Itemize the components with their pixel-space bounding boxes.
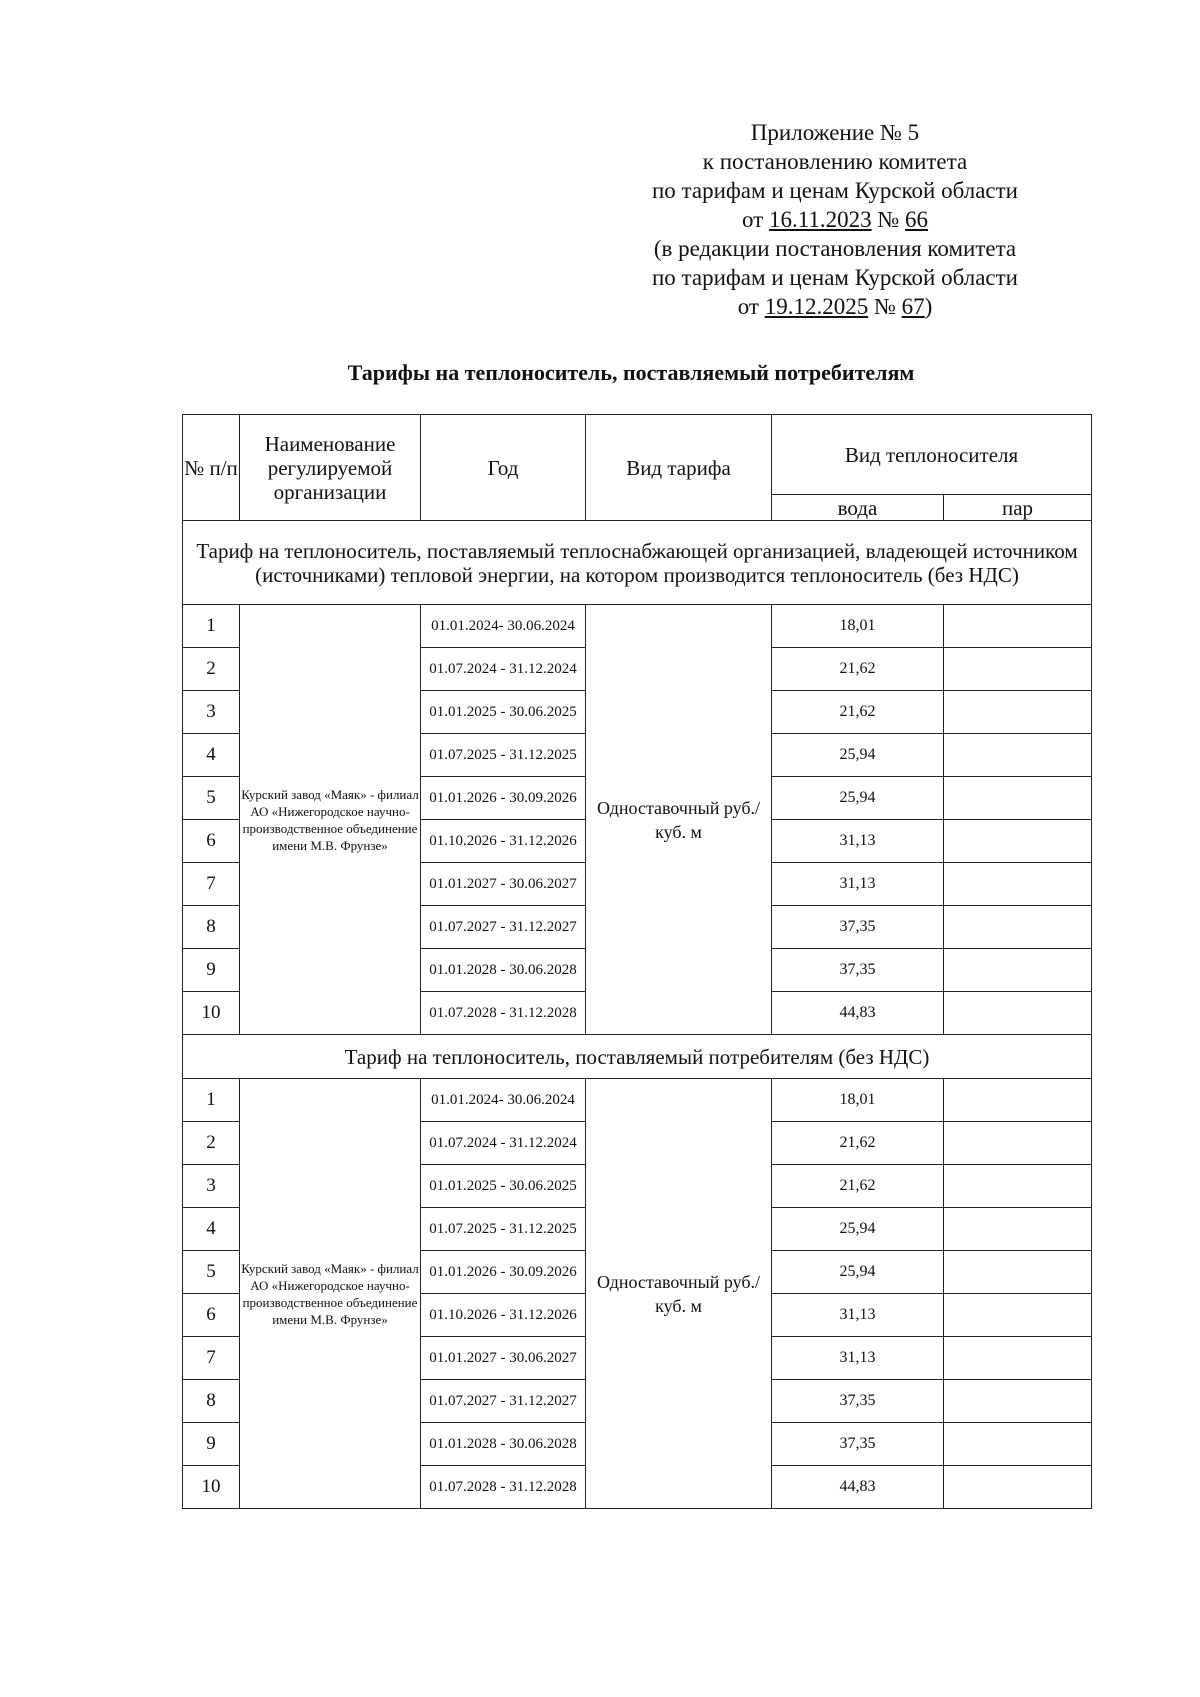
appendix-ref-line: (в редакции постановления комитета [653, 236, 1017, 261]
closing-paren: ) [924, 294, 933, 319]
steam-tariff [944, 1079, 1092, 1122]
steam-tariff [944, 1337, 1092, 1380]
water-tariff: 21,62 [772, 1122, 944, 1165]
steam-tariff [944, 1294, 1092, 1337]
water-tariff: 31,13 [772, 863, 944, 906]
steam-tariff [944, 1208, 1092, 1251]
water-tariff: 37,35 [772, 1380, 944, 1423]
water-tariff: 25,94 [772, 1251, 944, 1294]
row-number: 4 [183, 734, 240, 777]
date-prefix: от [741, 207, 769, 232]
steam-tariff [944, 863, 1092, 906]
water-tariff: 21,62 [772, 691, 944, 734]
section-title: Тариф на теплоноситель, поставляемый теплоснабжающей организацией, владеющей источником (источниками) тепловой энергии, на котором производится теплоноситель (без НДС) [183, 521, 1092, 605]
steam-tariff [944, 734, 1092, 777]
col-header-number: № п/п [183, 415, 240, 521]
appendix-ref-line: к постановлению комитета [702, 149, 968, 174]
period: 01.01.2024- 30.06.2024 [421, 605, 586, 648]
period: 01.01.2026 - 30.09.2026 [421, 777, 586, 820]
table-row [183, 1079, 1092, 1122]
steam-tariff [944, 992, 1092, 1035]
period: 01.01.2024- 30.06.2024 [421, 1079, 586, 1122]
tariff-type: Одноставочный руб./куб. м [586, 1079, 772, 1509]
steam-tariff [944, 949, 1092, 992]
period: 01.01.2027 - 30.06.2027 [421, 1337, 586, 1380]
period: 01.07.2027 - 31.12.2027 [421, 906, 586, 949]
steam-tariff [944, 1380, 1092, 1423]
row-number: 6 [183, 1294, 240, 1337]
water-tariff: 44,83 [772, 1466, 944, 1509]
decree-number: 66 [905, 207, 929, 232]
table-header-row [183, 415, 1092, 495]
water-tariff: 44,83 [772, 992, 944, 1035]
water-tariff: 25,94 [772, 1208, 944, 1251]
decree-date: 16.11.2023 [768, 207, 872, 232]
section-title-row [183, 521, 1092, 605]
period: 01.01.2028 - 30.06.2028 [421, 1423, 586, 1466]
appendix-amend-date [600, 292, 1070, 321]
amend-date: 19.12.2025 [764, 294, 869, 319]
document-title: Тарифы на теплоноситель, поставляемый потребителям [347, 360, 915, 385]
col-header-organization: Наименование регулируемой организации [240, 415, 421, 521]
steam-tariff [944, 1122, 1092, 1165]
water-tariff: 31,13 [772, 1337, 944, 1380]
row-number: 2 [183, 648, 240, 691]
col-header-year: Год [421, 415, 586, 521]
row-number: 9 [183, 1423, 240, 1466]
row-number: 4 [183, 1208, 240, 1251]
section-title-row [183, 1035, 1092, 1079]
water-tariff: 37,35 [772, 1423, 944, 1466]
period: 01.10.2026 - 31.12.2026 [421, 1294, 586, 1337]
steam-tariff [944, 1466, 1092, 1509]
row-number: 10 [183, 992, 240, 1035]
period: 01.07.2024 - 31.12.2024 [421, 648, 586, 691]
row-number: 5 [183, 777, 240, 820]
water-tariff: 21,62 [772, 648, 944, 691]
section-title: Тариф на теплоноситель, поставляемый потребителям (без НДС) [183, 1035, 1092, 1079]
period: 01.01.2026 - 30.09.2026 [421, 1251, 586, 1294]
period: 01.07.2024 - 31.12.2024 [421, 1122, 586, 1165]
row-number: 7 [183, 1337, 240, 1380]
number-sign: № [871, 207, 906, 232]
appendix-header [600, 118, 1070, 321]
tariff-table [182, 414, 1092, 1509]
water-tariff: 37,35 [772, 906, 944, 949]
row-number: 2 [183, 1122, 240, 1165]
steam-tariff [944, 820, 1092, 863]
period: 01.07.2025 - 31.12.2025 [421, 1208, 586, 1251]
col-header-carrier: Вид теплоносителя [772, 415, 1092, 495]
table-row [183, 605, 1092, 648]
water-tariff: 18,01 [772, 1079, 944, 1122]
steam-tariff [944, 648, 1092, 691]
steam-tariff [944, 1423, 1092, 1466]
row-number: 5 [183, 1251, 240, 1294]
row-number: 1 [183, 605, 240, 648]
row-number: 3 [183, 1165, 240, 1208]
water-tariff: 37,35 [772, 949, 944, 992]
number-sign: № [868, 294, 902, 319]
tariff-type: Одноставочный руб./куб. м [586, 605, 772, 1035]
row-number: 7 [183, 863, 240, 906]
steam-tariff [944, 691, 1092, 734]
appendix-ref-line: по тарифам и ценам Курской области [652, 265, 1018, 290]
steam-tariff [944, 906, 1092, 949]
date-prefix: от [737, 294, 765, 319]
water-tariff: 31,13 [772, 1294, 944, 1337]
period: 01.10.2026 - 31.12.2026 [421, 820, 586, 863]
period: 01.01.2025 - 30.06.2025 [421, 1165, 586, 1208]
water-tariff: 21,62 [772, 1165, 944, 1208]
row-number: 6 [183, 820, 240, 863]
steam-tariff [944, 1165, 1092, 1208]
row-number: 8 [183, 906, 240, 949]
water-tariff: 31,13 [772, 820, 944, 863]
col-header-water: вода [772, 495, 944, 521]
appendix-number: Приложение № 5 [750, 120, 920, 145]
appendix-ref-line: по тарифам и ценам Курской области [652, 178, 1018, 203]
col-header-steam: пар [944, 495, 1092, 521]
water-tariff: 18,01 [772, 605, 944, 648]
period: 01.07.2028 - 31.12.2028 [421, 992, 586, 1035]
appendix-decree-date [600, 205, 1070, 234]
row-number: 10 [183, 1466, 240, 1509]
steam-tariff [944, 1251, 1092, 1294]
organization-name: Курский завод «Маяк» - филиал АО «Нижегородское научно-производственное объединение имени М.В. Фрунзе» [240, 1079, 421, 1509]
period: 01.07.2025 - 31.12.2025 [421, 734, 586, 777]
amend-number: 67 [901, 294, 925, 319]
period: 01.07.2027 - 31.12.2027 [421, 1380, 586, 1423]
water-tariff: 25,94 [772, 777, 944, 820]
col-header-tariff-type: Вид тарифа [586, 415, 772, 521]
period: 01.07.2028 - 31.12.2028 [421, 1466, 586, 1509]
period: 01.01.2027 - 30.06.2027 [421, 863, 586, 906]
steam-tariff [944, 605, 1092, 648]
organization-name: Курский завод «Маяк» - филиал АО «Нижегородское научно-производственное объединение имени М.В. Фрунзе» [240, 605, 421, 1035]
period: 01.01.2028 - 30.06.2028 [421, 949, 586, 992]
row-number: 8 [183, 1380, 240, 1423]
period: 01.01.2025 - 30.06.2025 [421, 691, 586, 734]
steam-tariff [944, 777, 1092, 820]
row-number: 1 [183, 1079, 240, 1122]
water-tariff: 25,94 [772, 734, 944, 777]
row-number: 9 [183, 949, 240, 992]
row-number: 3 [183, 691, 240, 734]
